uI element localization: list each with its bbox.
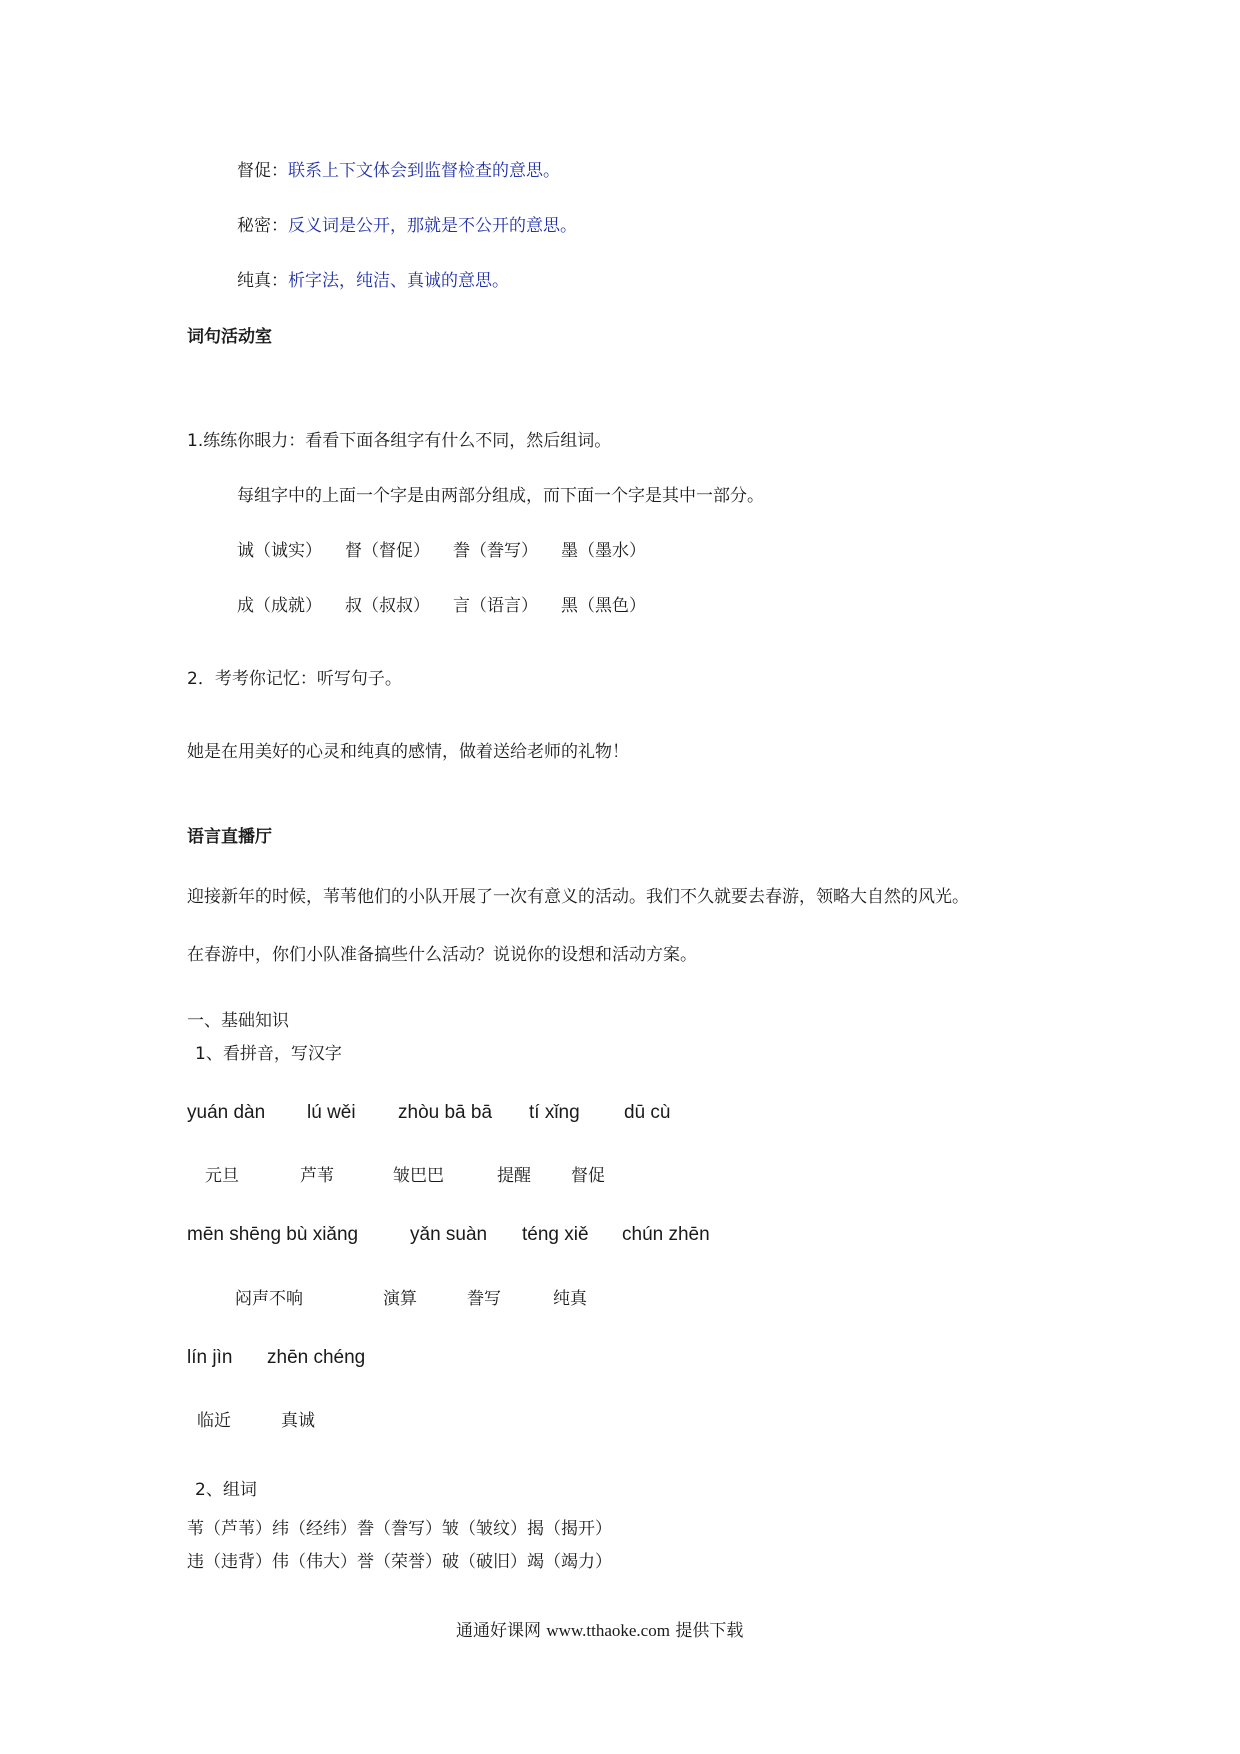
- question-text: 1.练练你眼力：看看下面各组字有什么不同，然后组词。: [187, 431, 612, 451]
- pinyin-word: mēn shēng bù xiǎng: [187, 1224, 359, 1245]
- word-group: 言（语言）: [453, 596, 538, 616]
- definition-row: [237, 270, 509, 292]
- hanzi-answer: 临近: [197, 1411, 231, 1431]
- pinyin-word: yuán dàn: [187, 1102, 266, 1123]
- hanzi-answer: 纯真: [553, 1289, 587, 1309]
- footer-site: 通通好课网: [456, 1621, 541, 1641]
- pinyin-word: dū cù: [624, 1102, 671, 1123]
- page-footer: [456, 1620, 743, 1642]
- word-group: 誊（誊写）: [453, 541, 538, 561]
- paragraph: 在春游中，你们小队准备搞些什么活动？说说你的设想和活动方案。: [187, 945, 697, 965]
- definition-desc: 析字法，纯洁、真诚的意思。: [288, 271, 509, 291]
- section-heading: 语言直播厅: [187, 827, 272, 847]
- sub-heading: 2、组词: [195, 1480, 257, 1500]
- dictation-sentence: 她是在用美好的心灵和纯真的感情，做着送给老师的礼物！: [187, 742, 629, 762]
- hanzi-answer: 芦苇: [300, 1166, 334, 1186]
- word-group: 叔（叔叔）: [345, 596, 430, 616]
- hanzi-answer: 督促: [571, 1166, 605, 1186]
- hanzi-answer: 真诚: [281, 1411, 315, 1431]
- pinyin-word: lú wěi: [307, 1102, 356, 1123]
- pinyin-word: téng xiě: [522, 1224, 589, 1245]
- word-group: 诚（诚实）: [237, 541, 322, 561]
- word-list: 违（违背）伟（伟大）誉（荣誉）破（破旧）竭（竭力）: [187, 1552, 612, 1572]
- definition-row: [237, 215, 577, 237]
- paragraph: 迎接新年的时候，苇苇他们的小队开展了一次有意义的活动。我们不久就要去春游，领略大自然的风光。: [187, 887, 969, 907]
- pinyin-word: chún zhēn: [622, 1224, 710, 1245]
- section-heading: 一、基础知识: [187, 1011, 289, 1031]
- section-heading: 词句活动室: [187, 327, 272, 347]
- footer-suffix: 提供下载: [675, 1621, 744, 1641]
- hanzi-answer: 元旦: [205, 1166, 239, 1186]
- pinyin-word: yǎn suàn: [410, 1224, 488, 1245]
- hanzi-answer: 提醒: [497, 1166, 531, 1186]
- definition-desc: 反义词是公开，那就是不公开的意思。: [288, 216, 577, 236]
- pinyin-word: zhēn chéng: [267, 1347, 366, 1368]
- word-list: 苇（芦苇）纬（经纬）誊（誊写）皱（皱纹）揭（揭开）: [187, 1519, 612, 1539]
- word-group: 成（成就）: [237, 596, 322, 616]
- sub-heading: 1、看拼音，写汉字: [195, 1044, 342, 1064]
- hanzi-answer: 演算: [383, 1289, 417, 1309]
- pinyin-word: lín jìn: [187, 1347, 233, 1368]
- pinyin-word: tí xǐng: [529, 1102, 580, 1123]
- definition-term: 秘密：: [237, 216, 288, 236]
- question-note: 每组字中的上面一个字是由两部分组成，而下面一个字是其中一部分。: [237, 486, 764, 506]
- definition-term: 督促：: [237, 161, 288, 181]
- hanzi-answer: 誊写: [467, 1289, 501, 1309]
- word-group: 墨（墨水）: [561, 541, 646, 561]
- definition-desc: 联系上下文体会到监督检查的意思。: [288, 161, 560, 181]
- pinyin-word: zhòu bā bā: [398, 1102, 493, 1123]
- question-text: 2．考考你记忆：听写句子。: [187, 669, 402, 689]
- hanzi-answer: 闷声不响: [235, 1289, 303, 1309]
- definition-term: 纯真：: [237, 271, 288, 291]
- word-group: 黑（黑色）: [561, 596, 646, 616]
- word-group: 督（督促）: [345, 541, 430, 561]
- definition-row: [237, 160, 560, 182]
- hanzi-answer: 皱巴巴: [393, 1166, 444, 1186]
- footer-url: www.tthaoke.com: [546, 1621, 670, 1640]
